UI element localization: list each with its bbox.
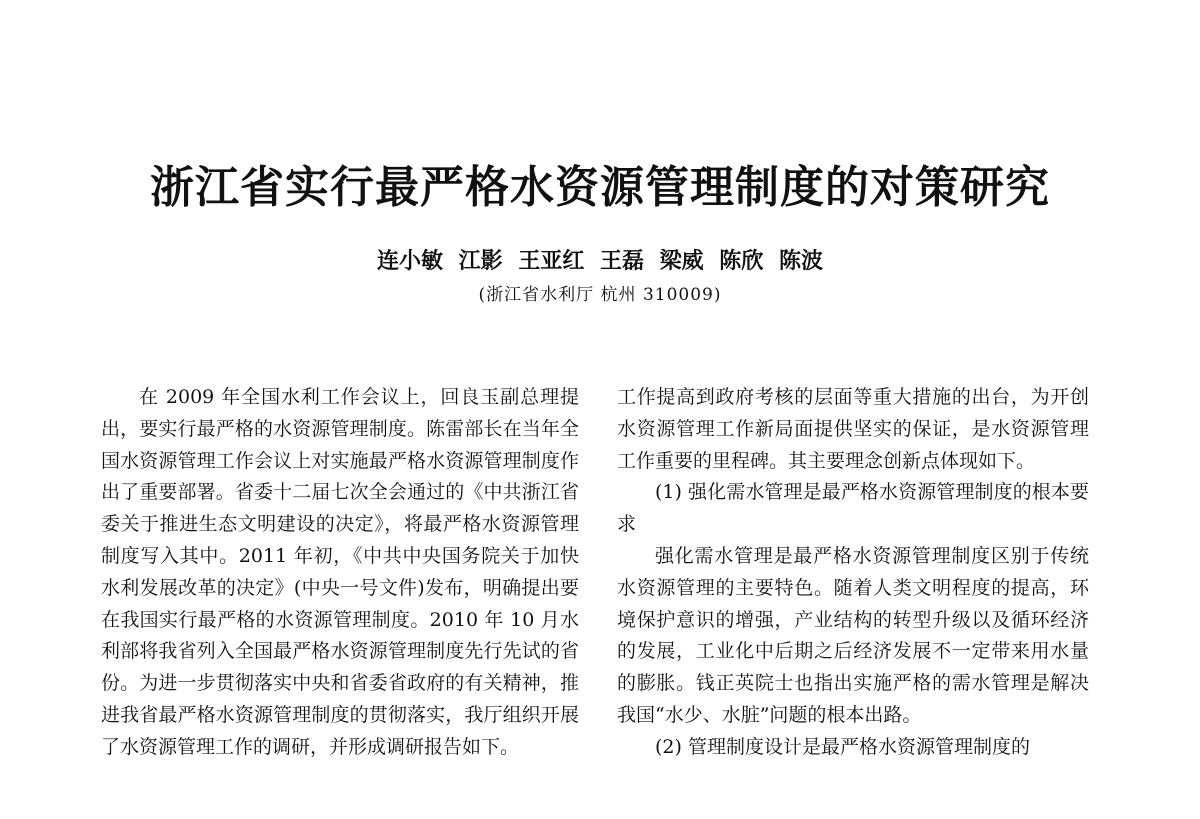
author-affiliation: (浙江省水利厅 杭州 310009): [478, 285, 722, 305]
body-paragraph: 在 2009 年全国水利工作会议上，回良玉副总理提出，要实行最严格的水资源管理制度。陈雷部长在当年全国水资源管理工作会议上对实施最严格水资源管理制度作出了重要部署。省委十二届七次全会通过的《中共浙江省委关于推进生态文明建设的决定》，将最严格水资源管理制度写入其中。2011 年初，《中共中央国务院关于加快水利发展改革的决定》(中央一号文件)发布，明确提出要在我国实行最严格的水资源管理制度。2010 年 10 月水利部将我省列入全国最严格水资源管理制度先行先试的省份。为进一步贯彻落实中央和省委省政府的有关精神，推进我省最严格水资源管理制度的贯彻落实，我厅组织开展了水资源管理工作的调研，并形成调研报告如下。: [101, 386, 579, 758]
author-list: 连小敏 江影 王亚红 王磊 梁威 陈欣 陈波: [377, 249, 823, 274]
left-column: [101, 382, 579, 764]
section-heading: (2) 管理制度设计是最严格水资源管理制度的: [655, 735, 1030, 758]
body-paragraph-continued: 工作提高到政府考核的层面等重大措施的出台，为开创水资源管理工作新局面提供坚实的保证，是水资源管理工作重要的里程碑。其主要理念创新点体现如下。: [617, 386, 1089, 472]
paper-title: 浙江省实行最严格水资源管理制度的对策研究: [150, 162, 1050, 213]
right-column: [617, 382, 1089, 764]
section-heading: (1) 强化需水管理是最严格水资源管理制度的根本要求: [617, 481, 1089, 536]
body-paragraph: 强化需水管理是最严格水资源管理制度区别于传统水资源管理的主要特色。随着人类文明程度的提高，环境保护意识的增强，产业结构的转型升级以及循环经济的发展，工业化中后期之后经济发展不一定带来用水量的膨胀。钱正英院士也指出实施严格的需水管理是解决我国“水少、水脏”问题的根本出路。: [617, 544, 1089, 726]
